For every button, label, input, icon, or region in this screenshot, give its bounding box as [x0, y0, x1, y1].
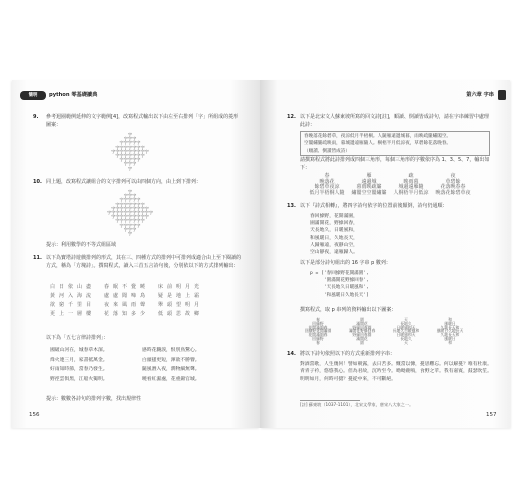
poem-line: 好雨知時節，當春乃發生。 [50, 367, 108, 373]
exercise-11-grid-1 [50, 283, 98, 319]
exercise-11-poem-left-column [50, 346, 138, 384]
pattern-row: 字 [127, 189, 133, 194]
pattern-row: 園 [360, 339, 364, 345]
pattern-row: 滿開花野綠回春 [348, 328, 376, 334]
pattern-row: 長地久 [400, 335, 412, 341]
exercise-9-text: 參考迴圈範例延伸的文字範例[4]，改寫程式輸出以下由左至右排列「字」所組成的菱形圖案： [46, 114, 239, 128]
exercise-12-triangle-2 [350, 174, 388, 196]
exercise-11-grid-2 [104, 283, 152, 319]
pattern-row: 字字字字字字字 [115, 144, 145, 150]
triangle-row: 低月半梧桐人隨 [309, 189, 345, 196]
pattern-row: 字字字字字字字字字 [111, 205, 149, 211]
exercise-13-poem [310, 213, 430, 256]
triangle-row: 餘碧草夜涼 [314, 184, 340, 190]
book-title-header: python 零基礎讀典 [49, 92, 98, 98]
exercise-14-number: 14. [287, 351, 296, 357]
page-number-right: 157 [486, 412, 497, 418]
pattern-row: 花開滿園春 [308, 324, 328, 330]
triangle-row: 花落晚春春 [440, 184, 466, 190]
exercise-13-diamond-1 [302, 318, 334, 345]
exercise-14-passage: 對酒當歌，人生幾何！譬如朝露，去日苦多。慨當以慷，憂思難忘。何以解憂？唯有杜康。青青子衿，悠悠我心。但為君故，沉吟至今。呦呦鹿鳴，食野之苹。我有嘉賓，鼓瑟吹笙。明明如月，何時可掇？憂從中來，不可斷絕。 [300, 362, 492, 382]
pattern-row: 野綠回春園 [352, 324, 372, 330]
poem-line: 感時花濺淚，恨別鳥驚心。 [142, 348, 200, 353]
exercise-10-number: 10. [33, 179, 42, 185]
pattern-row: 字字字 [123, 226, 137, 232]
pattern-row: 字字字字字字字 [115, 201, 145, 207]
code-line: '天長地久日暖風和', [310, 285, 369, 291]
pattern-row: 野綠回春園 [352, 332, 372, 338]
grid-row: 春眠不覺曉 [104, 284, 150, 290]
pattern-row: 字字字字字 [119, 140, 141, 146]
grid-row: 白日依山盡 [50, 284, 96, 290]
pattern-row: 字字字字字字字字字 [111, 214, 149, 220]
pattern-row: 字 [127, 165, 133, 171]
pattern-row: 字字字字字 [119, 157, 141, 163]
grid-row: 舉頭望明月 [158, 302, 204, 308]
triangle-row: 雁 [366, 173, 372, 179]
poem-line: 曉看紅濕處，花重錦官城。 [142, 376, 200, 382]
exercise-11-poem-right-column [142, 346, 234, 384]
exercise-10-diamond-pattern [95, 190, 165, 236]
exercise-11-subtitle: 以下為「五七言律詩排列」： [46, 335, 109, 341]
exercise-14-text: 將以下詩句依照以下的方式重新排列字串： [300, 351, 396, 357]
poem-line: 白頭搔更短，渾欲不勝簪。 [142, 357, 200, 363]
poem-line: 隨風潛入夜，潤物細無聲。 [142, 367, 200, 373]
pattern-row: 滿開花 [356, 320, 368, 326]
exercise-13-diamond-2 [346, 318, 378, 345]
pattern-row: 風暖日久地長天 [436, 328, 464, 334]
pattern-row: 風暖日 [444, 335, 456, 341]
grid-row: 處處聞啼鳥 [104, 293, 150, 299]
pattern-row: 和 [448, 339, 452, 345]
pattern-row: 字字字 [123, 136, 137, 142]
pattern-row: 長地久日暖風和 [392, 328, 420, 334]
pattern-row: 回綠野 [312, 320, 324, 326]
grid-row: 更上一層樓 [50, 311, 96, 317]
pattern-row: 滿開花 [356, 335, 368, 341]
chapter-header: 第六章 字串 [466, 92, 494, 98]
pattern-row: 日暖風和天 [396, 324, 416, 330]
poem-line: 野徑雲俱黑，江船火獨明。 [50, 376, 108, 382]
triangle-row: 春 [324, 173, 330, 179]
exercise-12-triangle-4 [434, 174, 472, 196]
poem-line: 天長地久，日暖風和， [310, 228, 358, 234]
pattern-row: 回綠野花開滿園 [304, 328, 332, 334]
exercise-11-grid-3 [158, 283, 206, 319]
exercise-13-diamond-4 [434, 318, 466, 345]
pattern-row: 久地長天和 [440, 324, 460, 330]
exercise-9-diamond-pattern [100, 133, 160, 171]
poem-line: 園滿開花，野綠回春， [310, 221, 358, 227]
grid-row: 欲窮千里目 [50, 302, 96, 308]
footnote: [註] 蘇東坡（1037-1101），北宋文學家，唐宋八大家之一。 [300, 402, 414, 407]
exercise-12-instruction: 請撰寫程式將此詩排列成四個三角形，每個三角形的字數依序為 1、3、5、7，輸出如下： [300, 157, 490, 171]
exercise-12-number: 12. [287, 114, 296, 120]
pattern-row: 天 [404, 317, 408, 322]
poem-line: 人歸雁遠，夜靜山空， [310, 242, 358, 248]
pattern-row: 春 [316, 339, 320, 345]
pattern-row: 字字字字字字字 [115, 153, 145, 159]
exercise-12-poem-box [300, 131, 490, 156]
exercise-13-number: 13. [287, 203, 296, 209]
poem-line: 空山靜夜，遠雁歸人。 [310, 250, 358, 256]
exercise-13-instruction: 撰寫程式，取 p 串列的資料輸出以下圖案： [300, 307, 397, 313]
book-series-badge: 簡明 [20, 91, 46, 100]
quote-line: 春晚落花餘碧草，夜涼低月半梧桐。人隨雁遠邊城暮，雨映疏簾繡閣空。 [304, 134, 452, 139]
exercise-11-number: 11. [33, 255, 42, 261]
triangle-row: 晚落花 [319, 178, 335, 185]
pattern-row: 春 [316, 317, 320, 322]
exercise-11-text: 以下為寶塔詩遊戲排列的形式，其在三、四種方式的排列中可排列成適合由上至下閱讀的方式，稱為「方塊詩」。撰寫程式，讀入三首五言詩句後，分別依以下的方式排列輸出： [46, 255, 242, 269]
pattern-row: 字字字字字 [119, 197, 141, 203]
poem-line: 烽火連三月，家書抵萬金。 [50, 357, 108, 363]
pattern-row: 字字字 [123, 193, 137, 199]
triangle-row: 映雨暮 [403, 178, 419, 185]
exercise-9-number: 9. [33, 114, 39, 120]
exercise-10-hint: 提示：利用數學的不等式組區域 [46, 242, 117, 248]
triangle-row: 晚落花餘碧草夜 [435, 189, 471, 196]
grid-row: 疑是地上霜 [158, 293, 204, 299]
exercise-13-note: 以下是部分詩句組出的 16 字串 p 數列： [300, 260, 391, 266]
triangle-row: 人桐梧半月低涼 [393, 189, 429, 196]
grid-row: 床前明月光 [158, 284, 204, 290]
triangle-row: 夜 [450, 173, 456, 179]
quote-line: 空閣繡簾疏映雨，暮城邊遠雁隨人。桐梧半月低涼夜，草碧餘花落晚春。 [304, 141, 452, 147]
exercise-12-text: 以下是北宋文人蘇東坡所寫的回文詩[註]，順讀、倒讀皆成詩句，請在字串練習中處理此詩： [300, 114, 489, 128]
exercise-12-triangle-1 [308, 174, 346, 196]
page-number-left: 156 [29, 412, 40, 418]
pattern-row: 字字字字字字字字字 [111, 148, 149, 154]
poem-line: 和風暖日，久地長天， [310, 235, 358, 241]
exercise-10-text: 同上題，改寫程式讓組合的文字排列可以由四個方向，由上到下排列： [46, 179, 202, 185]
chapter-tab-marker [498, 90, 506, 100]
triangle-row: 城邊遠雁隨 [398, 184, 424, 190]
code-line: '和風暖日久地長天'] [310, 292, 369, 298]
triangle-row: 繡閣空空閣繡簾 [351, 189, 387, 196]
code-line: p = ['春回綠野花開滿園', [310, 271, 369, 276]
exercise-11-hint: 提示：數數各詩句的排列字數，找出規律性 [46, 396, 142, 402]
triangle-row: 草碧餘 [445, 178, 461, 185]
exercise-13-diamond-3 [390, 318, 422, 345]
pattern-row: 天 [404, 339, 408, 345]
pattern-row: 長地久 [400, 320, 412, 326]
poem-line: 國破山河在，城春草木深。 [50, 348, 108, 353]
poem-line: 春回綠野，花開滿園， [310, 214, 358, 219]
pattern-row: 久地長天和 [440, 332, 460, 338]
pattern-row: 和 [448, 317, 452, 322]
pattern-row: 風暖日 [444, 320, 456, 326]
grid-row: 花落知多少 [104, 311, 150, 317]
triangle-row: 暮雨映疏簾 [356, 184, 382, 190]
footnote-divider [300, 400, 360, 401]
pattern-row: 字字字字字字字 [115, 218, 145, 224]
exercise-12-triangle-3 [392, 174, 430, 196]
exercise-13-code-block [310, 270, 460, 299]
grid-row: 黃河入海流 [50, 293, 96, 299]
pattern-row: 回綠野 [312, 335, 324, 341]
pattern-row: 日暖風和天 [396, 332, 416, 338]
triangle-row: 疏 [408, 173, 414, 179]
pattern-row: 字 [127, 132, 133, 137]
code-line: '園滿開花野綠回春', [310, 278, 369, 284]
pattern-row: 花開滿園春 [308, 332, 328, 338]
pattern-row: 園 [360, 317, 364, 322]
pattern-row: 字字字字字字字字字字字 [106, 210, 154, 216]
quote-line: （順讀、倒讀皆成詩） [304, 148, 350, 154]
triangle-row: 遠邊城 [361, 178, 377, 185]
grid-row: 低頭思故鄉 [158, 311, 204, 317]
pattern-row: 字字字字字 [119, 222, 141, 228]
pattern-row: 字 [127, 231, 133, 237]
pattern-row: 字字字 [123, 161, 137, 167]
exercise-13-text: 以下『詩式相轉』，將四字詩句依字的位置前後顛倒，詩句仍通順： [300, 203, 448, 209]
grid-row: 夜來風雨聲 [104, 302, 150, 308]
